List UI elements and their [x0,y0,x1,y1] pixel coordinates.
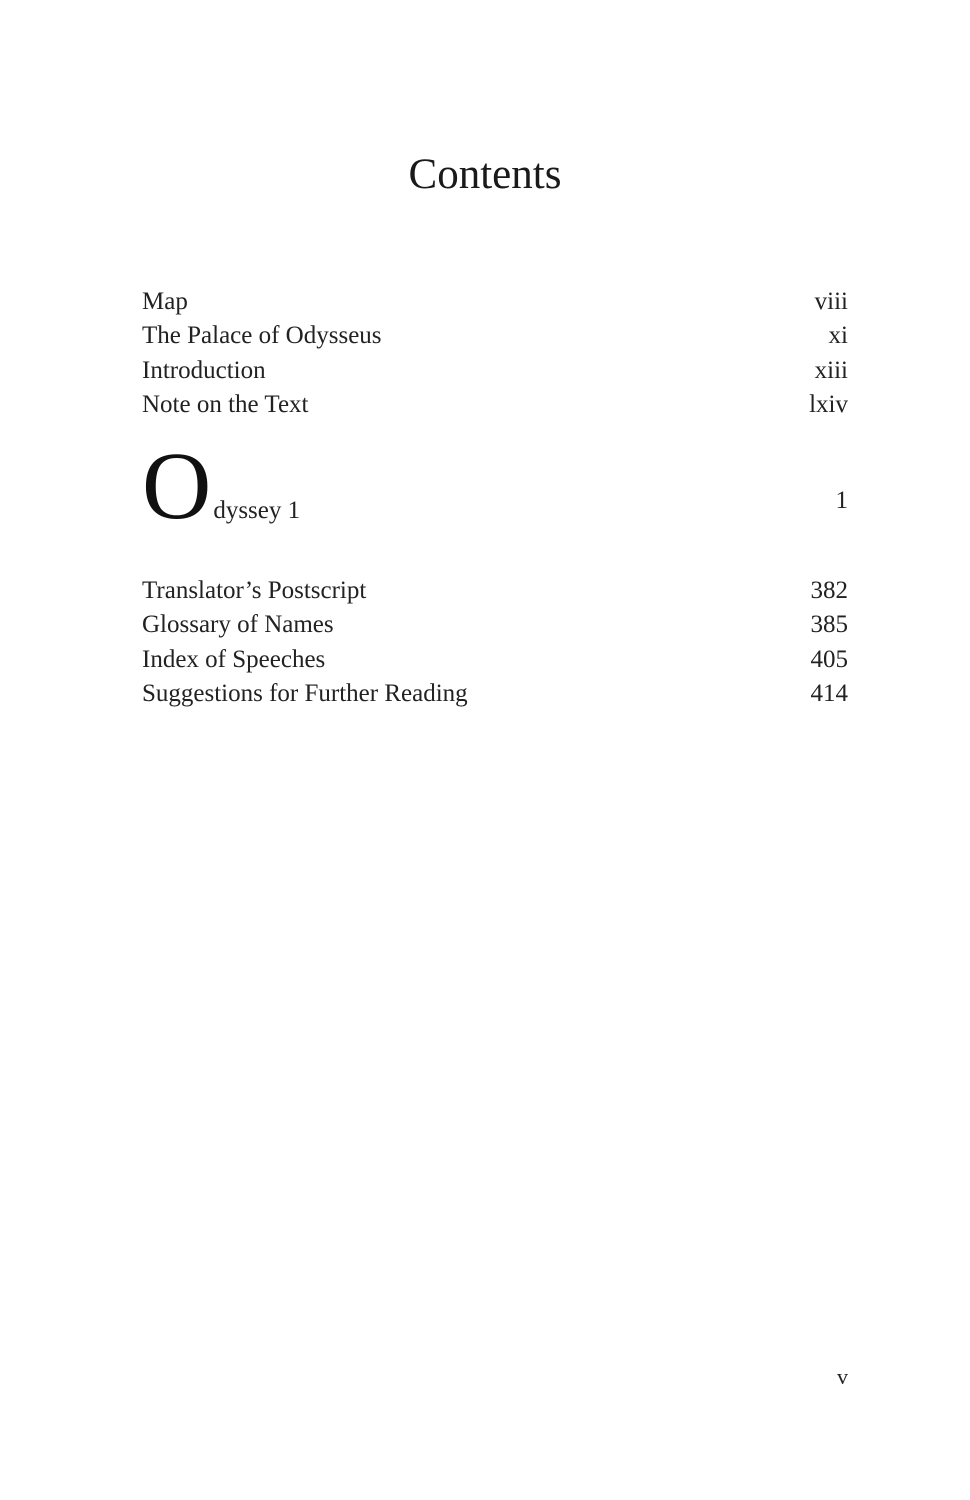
main-text-entry[interactable] [142,432,848,539]
toc-entry-page: 382 [810,577,848,604]
toc-entry[interactable] [142,354,848,388]
toc-entry-label: Translator’s Postscript [142,577,367,604]
front-matter-list [142,285,848,422]
toc-entry-page: 414 [810,679,848,707]
toc-entry-page: xi [828,322,848,350]
toc-entry-label: Introduction [142,356,266,384]
toc-entry-page: 385 [810,611,848,639]
toc-entry-page: lxiv [809,390,848,418]
page-title: Contents [408,151,562,198]
toc-entry-page: viii [814,288,848,315]
back-matter-list [142,574,848,711]
toc-entry-label: Index of Speeches [142,645,326,673]
toc-entry[interactable] [142,574,848,608]
toc-entry[interactable] [142,388,848,422]
toc-entry-label: The Palace of Odysseus [142,322,382,350]
toc-entry[interactable] [142,677,848,711]
page-folio: v [837,1364,848,1389]
toc-entry-label: Glossary of Names [142,611,334,639]
main-text-title [142,432,301,539]
drop-cap-initial: O [142,432,212,539]
main-text-page: 1 [835,487,848,514]
toc-entry-page: xiii [814,356,848,384]
toc-entry[interactable] [142,608,848,642]
toc-entry[interactable] [142,319,848,353]
toc-entry-page: 405 [810,645,848,673]
toc-entry-label: Note on the Text [142,390,309,418]
toc-entry-label: Suggestions for Further Reading [142,679,468,707]
main-text-title-rest: dyssey 1 [213,497,301,524]
toc-entry-label: Map [142,288,188,315]
toc-entry[interactable] [142,285,848,319]
toc-entry[interactable] [142,643,848,677]
